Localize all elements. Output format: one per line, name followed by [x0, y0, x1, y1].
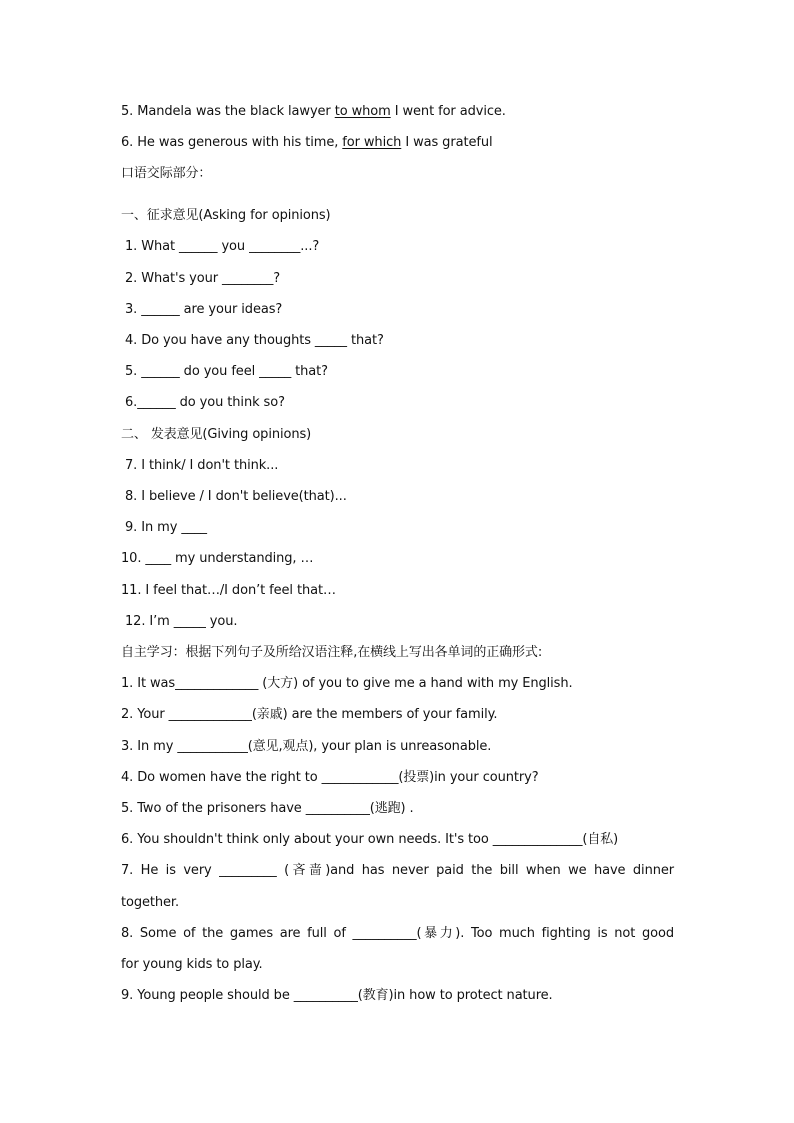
sentence-5 — [121, 104, 506, 120]
sentence-6-post: I was grateful — [401, 135, 493, 150]
vocab-item-7-line-1: 7. He is very _________ (吝啬)and has never paid the bill when we have dinner — [121, 863, 674, 878]
sentence-5-pre: 5. Mandela was the black lawyer — [121, 104, 335, 119]
self-study-heading: 自主学习：根据下列句子及所给汉语注释,在横线上写出各单词的正确形式: — [121, 645, 543, 660]
asking-opinions-heading: 一、征求意见(Asking for opinions) — [121, 208, 331, 223]
oral-item-2: 2. What's your ________? — [125, 271, 281, 286]
oral-item-12: 12. I’m _____ you. — [125, 614, 238, 629]
vocab-item-2: 2. Your _____________(亲戚) are the members of your family. — [121, 707, 498, 722]
giving-opinions-heading: 二、 发表意见(Giving opinions) — [121, 427, 312, 442]
vocab-item-4: 4. Do women have the right to ____________(投票)in your country? — [121, 770, 539, 785]
oral-item-5: 5. ______ do you feel _____ that? — [125, 364, 328, 379]
oral-item-7: 7. I think/ I don't think... — [125, 458, 279, 473]
oral-item-6: 6.______ do you think so? — [125, 395, 285, 410]
vocab-item-3: 3. In my ___________(意见,观点), your plan is unreasonable. — [121, 739, 492, 754]
sentence-5-post: I went for advice. — [390, 104, 506, 119]
oral-item-1: 1. What ______ you ________...? — [125, 239, 320, 254]
vocab-item-9: 9. Young people should be __________(教育)in how to protect nature. — [121, 988, 553, 1003]
oral-item-8: 8. I believe / I don't believe(that)... — [125, 489, 347, 504]
oral-item-4: 4. Do you have any thoughts _____ that? — [125, 333, 384, 348]
vocab-item-5: 5. Two of the prisoners have __________(逃跑) . — [121, 801, 414, 816]
vocab-item-8-line-2: for young kids to play. — [121, 957, 263, 972]
vocab-item-7-line-2: together. — [121, 895, 180, 910]
sentence-5-underlined: to whom — [334, 104, 391, 119]
vocab-item-1: 1. It was_____________ (大方) of you to give me a hand with my English. — [121, 676, 573, 691]
sentence-6-underlined: for which — [342, 135, 402, 150]
oral-item-9: 9. In my ____ — [125, 520, 207, 535]
oral-item-11: 11. I feel that…/I don’t feel that… — [121, 583, 336, 598]
oral-item-3: 3. ______ are your ideas? — [125, 302, 283, 317]
vocab-item-8-line-1: 8. Some of the games are full of __________(暴力). Too much fighting is not good — [121, 926, 674, 941]
oral-item-10: 10. ____ my understanding, … — [121, 551, 314, 566]
oral-section-heading: 口语交际部分： — [121, 166, 212, 181]
sentence-6 — [121, 135, 492, 151]
vocab-item-6: 6. You shouldn't think only about your own needs. It's too ______________(自私) — [121, 832, 619, 847]
sentence-6-pre: 6. He was generous with his time, — [121, 135, 343, 150]
